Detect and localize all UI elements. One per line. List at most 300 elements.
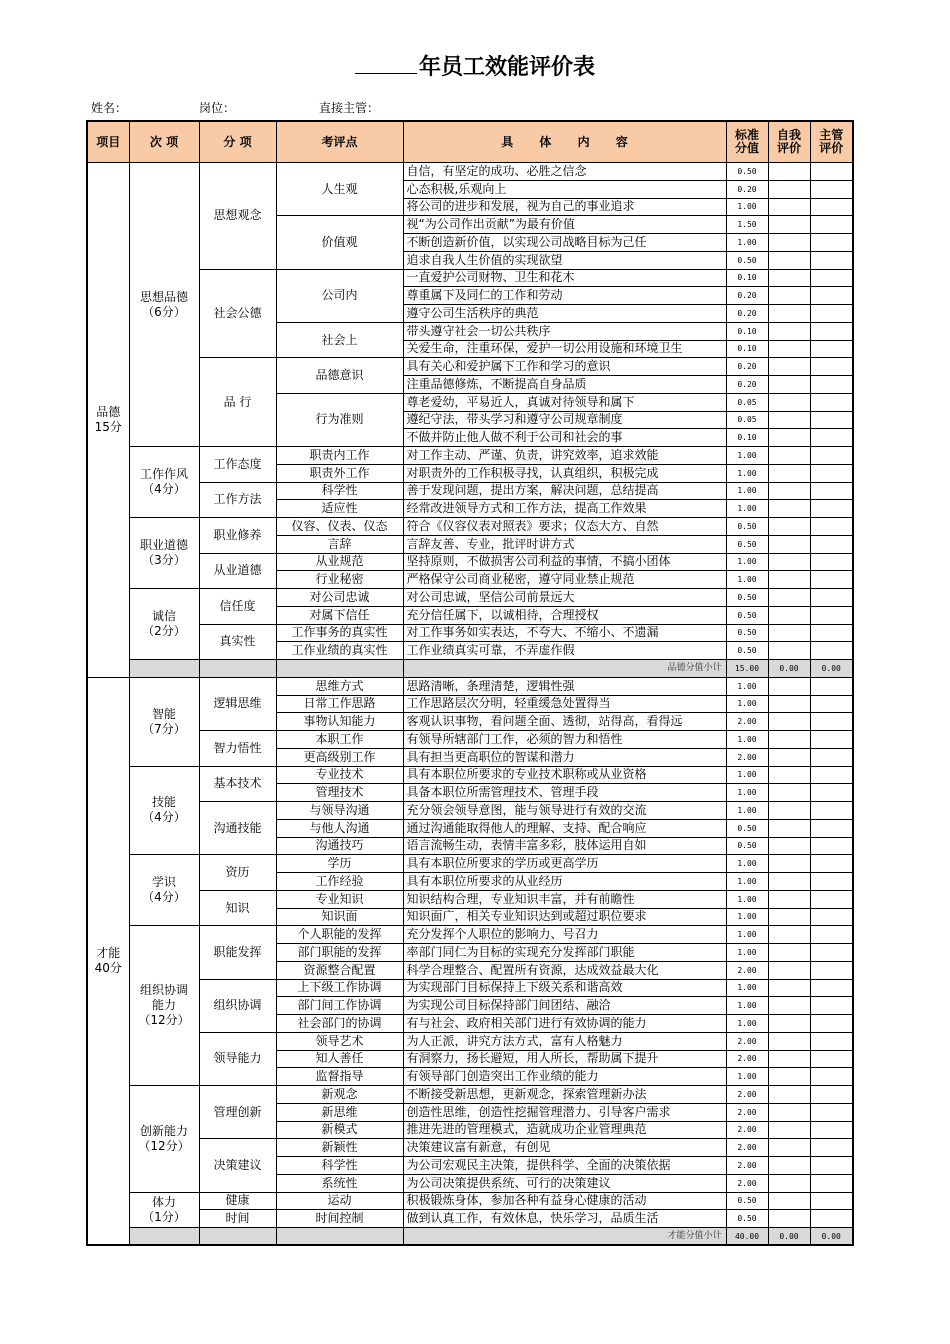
point-cell: 上下级工作协调 bbox=[276, 979, 403, 997]
manager-eval-cell[interactable] bbox=[810, 1068, 853, 1086]
self-eval-cell[interactable] bbox=[768, 855, 810, 873]
self-eval-cell[interactable] bbox=[768, 979, 810, 997]
subtotal-label: 品德分值小计 bbox=[403, 660, 726, 678]
manager-eval-cell[interactable] bbox=[810, 926, 853, 944]
table-row bbox=[87, 482, 853, 500]
category-cell: 沟通技能 bbox=[199, 802, 276, 855]
sub-item-name: 职业道德 bbox=[139, 538, 188, 552]
self-eval-cell[interactable] bbox=[768, 1050, 810, 1068]
manager-eval-cell[interactable] bbox=[810, 1210, 853, 1228]
point-cell: 行为准则 bbox=[276, 393, 403, 446]
table-row bbox=[87, 766, 853, 784]
subtotal-blank bbox=[129, 660, 199, 678]
self-eval-cell[interactable] bbox=[768, 269, 810, 287]
subtotal-blank bbox=[199, 660, 276, 678]
standard-score: 0.20 bbox=[726, 180, 768, 198]
self-eval-cell[interactable] bbox=[768, 1174, 810, 1192]
content-cell: 科学合理整合、配置所有资源，达成效益最大化 bbox=[403, 961, 726, 979]
standard-score: 2.00 bbox=[726, 1174, 768, 1192]
manager-eval-cell[interactable] bbox=[810, 358, 853, 376]
self-eval-cell[interactable] bbox=[768, 731, 810, 749]
self-eval-cell[interactable] bbox=[768, 411, 810, 429]
manager-eval-cell[interactable] bbox=[810, 1050, 853, 1068]
manager-eval-cell[interactable] bbox=[810, 269, 853, 287]
manager-eval-cell[interactable] bbox=[810, 393, 853, 411]
content-cell: 遵纪守法，带头学习和遵守公司规章制度 bbox=[403, 411, 726, 429]
standard-score: 1.00 bbox=[726, 855, 768, 873]
manager-eval-cell[interactable] bbox=[810, 163, 853, 181]
self-eval-cell[interactable] bbox=[768, 890, 810, 908]
standard-score: 1.00 bbox=[726, 766, 768, 784]
subtotal-manager: 0.00 bbox=[810, 1228, 853, 1246]
sub-item-score: （6分） bbox=[142, 304, 186, 319]
standard-score: 0.50 bbox=[726, 642, 768, 660]
manager-eval-cell[interactable] bbox=[810, 1121, 853, 1139]
self-eval-cell[interactable] bbox=[768, 926, 810, 944]
point-cell: 新颖性 bbox=[276, 1139, 403, 1157]
point-cell: 工作业绩的真实性 bbox=[276, 642, 403, 660]
standard-score: 1.50 bbox=[726, 216, 768, 234]
standard-score: 0.20 bbox=[726, 287, 768, 305]
content-cell: 尊重属下及同仁的工作和劳动 bbox=[403, 287, 726, 305]
self-eval-cell[interactable] bbox=[768, 606, 810, 624]
self-eval-cell[interactable] bbox=[768, 393, 810, 411]
point-cell: 系统性 bbox=[276, 1174, 403, 1192]
page-title bbox=[0, 50, 950, 81]
manager-eval-cell[interactable] bbox=[810, 411, 853, 429]
content-cell: 决策建议富有新意，有创见 bbox=[403, 1139, 726, 1157]
point-cell: 新观念 bbox=[276, 1086, 403, 1104]
sub-item-cell bbox=[129, 926, 199, 1086]
sub-item-name: 诚信 bbox=[151, 609, 176, 623]
manager-eval-cell[interactable] bbox=[810, 961, 853, 979]
standard-score: 1.00 bbox=[726, 731, 768, 749]
table-body bbox=[87, 163, 853, 1246]
sub-item-score: （1分） bbox=[142, 1209, 186, 1224]
self-eval-cell[interactable] bbox=[768, 180, 810, 198]
self-eval-cell[interactable] bbox=[768, 819, 810, 837]
standard-score: 1.00 bbox=[726, 234, 768, 252]
point-cell: 公司内 bbox=[276, 269, 403, 322]
point-cell: 行业秘密 bbox=[276, 571, 403, 589]
col-content: 具 体 内 容 bbox=[403, 121, 726, 163]
manager-eval-cell[interactable] bbox=[810, 802, 853, 820]
self-eval-cell[interactable] bbox=[768, 1157, 810, 1175]
manager-eval-cell[interactable] bbox=[810, 535, 853, 553]
self-eval-cell[interactable] bbox=[768, 305, 810, 323]
point-cell: 品德意识 bbox=[276, 358, 403, 394]
manager-eval-cell[interactable] bbox=[810, 695, 853, 713]
point-cell: 社会上 bbox=[276, 322, 403, 358]
sub-item-name: 学识 bbox=[151, 875, 176, 890]
sub-item-score: （2分） bbox=[142, 624, 186, 638]
content-cell: 遵守公司生活秩序的典范 bbox=[403, 305, 726, 323]
standard-score: 1.00 bbox=[726, 979, 768, 997]
content-cell: 充分信任属下，以诚相待，合理授权 bbox=[403, 606, 726, 624]
category-cell: 基本技术 bbox=[199, 766, 276, 802]
content-cell: 有领导部门创造突出工作业绩的能力 bbox=[403, 1068, 726, 1086]
self-eval-cell[interactable] bbox=[768, 464, 810, 482]
subtotal-label: 才能分值小计 bbox=[403, 1228, 726, 1246]
subtotal-blank bbox=[199, 1228, 276, 1246]
manager-eval-cell[interactable] bbox=[810, 606, 853, 624]
manager-eval-cell[interactable] bbox=[810, 305, 853, 323]
self-eval-cell[interactable] bbox=[768, 234, 810, 252]
self-eval-cell[interactable] bbox=[768, 695, 810, 713]
self-eval-cell[interactable] bbox=[768, 1068, 810, 1086]
standard-score: 0.50 bbox=[726, 535, 768, 553]
point-cell: 与他人沟通 bbox=[276, 819, 403, 837]
point-cell: 适应性 bbox=[276, 500, 403, 518]
table-row bbox=[87, 553, 853, 571]
self-eval-cell[interactable] bbox=[768, 677, 810, 695]
standard-score: 2.00 bbox=[726, 1086, 768, 1104]
table-row bbox=[87, 589, 853, 607]
sub-item-cell bbox=[129, 447, 199, 518]
manager-eval-cell[interactable] bbox=[810, 482, 853, 500]
point-cell: 个人职能的发挥 bbox=[276, 926, 403, 944]
section-name: 品德 bbox=[96, 404, 121, 419]
point-cell: 对属下信任 bbox=[276, 606, 403, 624]
self-eval-cell[interactable] bbox=[768, 1121, 810, 1139]
point-cell: 事物认知能力 bbox=[276, 713, 403, 731]
manager-eval-cell[interactable] bbox=[810, 234, 853, 252]
manager-eval-cell[interactable] bbox=[810, 571, 853, 589]
standard-score: 1.00 bbox=[726, 198, 768, 216]
self-eval-cell[interactable] bbox=[768, 837, 810, 855]
manager-eval-cell[interactable] bbox=[810, 642, 853, 660]
category-cell: 时间 bbox=[199, 1210, 276, 1228]
sub-item-name: 创新能力 bbox=[139, 1123, 188, 1138]
self-eval-cell[interactable] bbox=[768, 429, 810, 447]
standard-score: 0.50 bbox=[726, 606, 768, 624]
self-eval-cell[interactable] bbox=[768, 713, 810, 731]
manager-eval-cell[interactable] bbox=[810, 1139, 853, 1157]
self-eval-cell[interactable] bbox=[768, 784, 810, 802]
manager-eval-cell[interactable] bbox=[810, 180, 853, 198]
category-cell: 思想观念 bbox=[199, 163, 276, 270]
self-eval-cell[interactable] bbox=[768, 500, 810, 518]
content-cell: 对工作主动、严谨、负责，讲究效率，追求效能 bbox=[403, 447, 726, 465]
category-cell: 从业道德 bbox=[199, 553, 276, 589]
content-cell: 注重品德修炼，不断提高自身品质 bbox=[403, 376, 726, 394]
col-point: 考评点 bbox=[276, 121, 403, 163]
table-row bbox=[87, 518, 853, 536]
section-score: 15分 bbox=[94, 419, 122, 434]
self-eval-cell[interactable] bbox=[768, 571, 810, 589]
standard-score: 2.00 bbox=[726, 1121, 768, 1139]
sub-item-cell bbox=[129, 855, 199, 926]
content-cell: 不做并防止他人做不利于公司和社会的事 bbox=[403, 429, 726, 447]
manager-eval-cell[interactable] bbox=[810, 837, 853, 855]
manager-eval-cell[interactable] bbox=[810, 1015, 853, 1033]
self-eval-cell[interactable] bbox=[768, 908, 810, 926]
content-cell: 心态积极,乐观向上 bbox=[403, 180, 726, 198]
standard-score: 0.20 bbox=[726, 376, 768, 394]
point-cell: 仪容、仪表、仪态 bbox=[276, 518, 403, 536]
manager-eval-cell[interactable] bbox=[810, 873, 853, 891]
manager-eval-cell[interactable] bbox=[810, 518, 853, 536]
content-cell: 具有本职位所要求的专业技术职称或从业资格 bbox=[403, 766, 726, 784]
col-project: 项目 bbox=[87, 121, 129, 163]
self-eval-cell[interactable] bbox=[768, 1192, 810, 1210]
table-row bbox=[87, 731, 853, 749]
standard-score: 2.00 bbox=[726, 713, 768, 731]
sub-item-score: （12分） bbox=[138, 1138, 190, 1153]
point-cell: 新模式 bbox=[276, 1121, 403, 1139]
point-cell: 科学性 bbox=[276, 482, 403, 500]
manager-eval-cell[interactable] bbox=[810, 376, 853, 394]
year-blank[interactable] bbox=[355, 53, 417, 74]
subtotal-standard: 40.00 bbox=[726, 1228, 768, 1246]
standard-score: 1.00 bbox=[726, 926, 768, 944]
standard-score: 1.00 bbox=[726, 482, 768, 500]
manager-eval-cell[interactable] bbox=[810, 766, 853, 784]
sub-item-cell bbox=[129, 163, 199, 447]
self-eval-cell[interactable] bbox=[768, 482, 810, 500]
point-cell: 部门间工作协调 bbox=[276, 997, 403, 1015]
standard-score: 0.50 bbox=[726, 251, 768, 269]
standard-score: 1.00 bbox=[726, 890, 768, 908]
standard-score: 0.50 bbox=[726, 518, 768, 536]
manager-eval-cell[interactable] bbox=[810, 1032, 853, 1050]
category-cell: 健康 bbox=[199, 1192, 276, 1210]
manager-eval-cell[interactable] bbox=[810, 819, 853, 837]
point-cell: 管理技术 bbox=[276, 784, 403, 802]
manager-eval-cell[interactable] bbox=[810, 287, 853, 305]
subtotal-blank bbox=[276, 1228, 403, 1246]
subtotal-row bbox=[87, 1228, 853, 1246]
content-cell: 带头遵守社会一切公共秩序 bbox=[403, 322, 726, 340]
standard-score: 0.50 bbox=[726, 819, 768, 837]
content-cell: 关爱生命，注重环保，爱护一切公用设施和环境卫生 bbox=[403, 340, 726, 358]
point-cell: 监督指导 bbox=[276, 1068, 403, 1086]
table-row bbox=[87, 1210, 853, 1228]
manager-eval-cell[interactable] bbox=[810, 997, 853, 1015]
self-eval-cell[interactable] bbox=[768, 518, 810, 536]
manager-eval-cell[interactable] bbox=[810, 624, 853, 642]
self-eval-cell[interactable] bbox=[768, 997, 810, 1015]
standard-score: 1.00 bbox=[726, 571, 768, 589]
manager-eval-cell[interactable] bbox=[810, 198, 853, 216]
point-cell: 职责外工作 bbox=[276, 464, 403, 482]
subtotal-self: 0.00 bbox=[768, 660, 810, 678]
manager-eval-cell[interactable] bbox=[810, 890, 853, 908]
table-row bbox=[87, 890, 853, 908]
standard-score: 1.00 bbox=[726, 553, 768, 571]
self-eval-cell[interactable] bbox=[768, 198, 810, 216]
content-cell: 具备本职位所需管理技术、管理手段 bbox=[403, 784, 726, 802]
self-eval-cell[interactable] bbox=[768, 873, 810, 891]
self-eval-cell[interactable] bbox=[768, 802, 810, 820]
point-cell: 学历 bbox=[276, 855, 403, 873]
content-cell: 视“为公司作出贡献”为最有价值 bbox=[403, 216, 726, 234]
point-cell: 思维方式 bbox=[276, 677, 403, 695]
point-cell: 工作事务的真实性 bbox=[276, 624, 403, 642]
self-eval-cell[interactable] bbox=[768, 376, 810, 394]
standard-score: 1.00 bbox=[726, 908, 768, 926]
standard-score: 1.00 bbox=[726, 784, 768, 802]
table-row bbox=[87, 269, 853, 287]
content-cell: 不断接受新思想，更新观念，探索管理新办法 bbox=[403, 1086, 726, 1104]
manager-eval-cell[interactable] bbox=[810, 713, 853, 731]
manager-eval-cell[interactable] bbox=[810, 748, 853, 766]
manager-eval-cell[interactable] bbox=[810, 322, 853, 340]
manager-eval-cell[interactable] bbox=[810, 500, 853, 518]
manager-eval-cell[interactable] bbox=[810, 944, 853, 962]
sub-item-score: （12分） bbox=[138, 1013, 190, 1028]
col-cat: 分 项 bbox=[199, 121, 276, 163]
self-eval-cell[interactable] bbox=[768, 961, 810, 979]
point-cell: 领导艺术 bbox=[276, 1032, 403, 1050]
self-eval-cell[interactable] bbox=[768, 216, 810, 234]
content-cell: 知识面广，相关专业知识达到或超过职位要求 bbox=[403, 908, 726, 926]
content-cell: 思路清晰，条理清楚，逻辑性强 bbox=[403, 677, 726, 695]
sub-item-name: 组织协调 bbox=[139, 983, 188, 998]
manager-eval-cell[interactable] bbox=[810, 464, 853, 482]
table-row bbox=[87, 1086, 853, 1104]
self-eval-cell[interactable] bbox=[768, 287, 810, 305]
manager-eval-cell[interactable] bbox=[810, 447, 853, 465]
self-eval-cell[interactable] bbox=[768, 766, 810, 784]
col-mgr: 主管 评价 bbox=[810, 121, 853, 163]
content-cell: 对公司忠诚，坚信公司前景远大 bbox=[403, 589, 726, 607]
content-cell: 知识结构合理，专业知识丰富，并有前瞻性 bbox=[403, 890, 726, 908]
self-eval-cell[interactable] bbox=[768, 535, 810, 553]
table-row bbox=[87, 855, 853, 873]
category-cell: 组织协调 bbox=[199, 979, 276, 1032]
self-eval-cell[interactable] bbox=[768, 748, 810, 766]
self-eval-cell[interactable] bbox=[768, 589, 810, 607]
self-eval-cell[interactable] bbox=[768, 1103, 810, 1121]
content-cell: 工作业绩真实可靠，不弄虚作假 bbox=[403, 642, 726, 660]
self-eval-cell[interactable] bbox=[768, 163, 810, 181]
subtotal-blank bbox=[129, 1228, 199, 1246]
self-eval-cell[interactable] bbox=[768, 322, 810, 340]
self-eval-cell[interactable] bbox=[768, 1032, 810, 1050]
self-eval-cell[interactable] bbox=[768, 251, 810, 269]
point-cell: 科学性 bbox=[276, 1157, 403, 1175]
self-eval-cell[interactable] bbox=[768, 1086, 810, 1104]
category-cell: 逻辑思维 bbox=[199, 677, 276, 730]
manager-eval-cell[interactable] bbox=[810, 589, 853, 607]
manager-eval-cell[interactable] bbox=[810, 340, 853, 358]
manager-eval-cell[interactable] bbox=[810, 784, 853, 802]
category-cell: 品 行 bbox=[199, 358, 276, 447]
manager-eval-cell[interactable] bbox=[810, 251, 853, 269]
subtotal-self: 0.00 bbox=[768, 1228, 810, 1246]
standard-score: 0.50 bbox=[726, 589, 768, 607]
sub-item-score: （4分） bbox=[142, 810, 186, 825]
category-cell: 领导能力 bbox=[199, 1032, 276, 1085]
self-eval-cell[interactable] bbox=[768, 1210, 810, 1228]
manager-eval-cell[interactable] bbox=[810, 1174, 853, 1192]
sub-item-cell bbox=[129, 518, 199, 589]
table-row bbox=[87, 624, 853, 642]
self-eval-cell[interactable] bbox=[768, 447, 810, 465]
content-cell: 通过沟通能取得他人的理解、支持、配合响应 bbox=[403, 819, 726, 837]
content-cell: 为人正派，讲究方法方式，富有人格魅力 bbox=[403, 1032, 726, 1050]
manager-eval-cell[interactable] bbox=[810, 553, 853, 571]
standard-score: 2.00 bbox=[726, 1032, 768, 1050]
point-cell: 本职工作 bbox=[276, 731, 403, 749]
category-cell: 智力悟性 bbox=[199, 731, 276, 767]
sub-item-cell bbox=[129, 766, 199, 855]
point-cell: 专业知识 bbox=[276, 890, 403, 908]
content-cell: 客观认识事物，看问题全面、透彻，站得高，看得远 bbox=[403, 713, 726, 731]
table-row bbox=[87, 1032, 853, 1050]
table-header bbox=[87, 121, 853, 163]
manager-eval-cell[interactable] bbox=[810, 979, 853, 997]
content-cell: 做到认真工作，有效休息，快乐学习，品质生活 bbox=[403, 1210, 726, 1228]
self-eval-cell[interactable] bbox=[768, 358, 810, 376]
point-cell: 与领导沟通 bbox=[276, 802, 403, 820]
manager-eval-cell[interactable] bbox=[810, 216, 853, 234]
sub-item-name: 体力 bbox=[151, 1194, 176, 1209]
point-cell: 资源整合配置 bbox=[276, 961, 403, 979]
sub-item-cell bbox=[129, 1192, 199, 1228]
section-cell bbox=[87, 677, 129, 1245]
point-cell: 日常工作思路 bbox=[276, 695, 403, 713]
standard-score: 1.00 bbox=[726, 873, 768, 891]
manager-eval-cell[interactable] bbox=[810, 1086, 853, 1104]
content-cell: 有洞察力，扬长避短，用人所长，帮助属下提升 bbox=[403, 1050, 726, 1068]
sub-item-score: （3分） bbox=[142, 553, 186, 567]
manager-eval-cell[interactable] bbox=[810, 429, 853, 447]
col-std: 标准 分值 bbox=[726, 121, 768, 163]
self-eval-cell[interactable] bbox=[768, 553, 810, 571]
manager-eval-cell[interactable] bbox=[810, 908, 853, 926]
point-cell: 职责内工作 bbox=[276, 447, 403, 465]
self-eval-cell[interactable] bbox=[768, 624, 810, 642]
self-eval-cell[interactable] bbox=[768, 642, 810, 660]
standard-score: 0.50 bbox=[726, 1210, 768, 1228]
table-row bbox=[87, 1192, 853, 1210]
manager-eval-cell[interactable] bbox=[810, 731, 853, 749]
content-cell: 积极锻炼身体，参加各种有益身心健康的活动 bbox=[403, 1192, 726, 1210]
standard-score: 1.00 bbox=[726, 677, 768, 695]
point-cell: 从业规范 bbox=[276, 553, 403, 571]
self-eval-cell[interactable] bbox=[768, 1139, 810, 1157]
content-cell: 率部门同仁为目标的实现充分发挥部门职能 bbox=[403, 944, 726, 962]
standard-score: 1.00 bbox=[726, 1015, 768, 1033]
self-eval-cell[interactable] bbox=[768, 944, 810, 962]
standard-score: 1.00 bbox=[726, 447, 768, 465]
category-cell: 社会公德 bbox=[199, 269, 276, 358]
point-cell: 专业技术 bbox=[276, 766, 403, 784]
self-eval-cell[interactable] bbox=[768, 340, 810, 358]
manager-eval-cell[interactable] bbox=[810, 677, 853, 695]
content-cell: 充分领会领导意图，能与领导进行有效的交流 bbox=[403, 802, 726, 820]
manager-eval-cell[interactable] bbox=[810, 1157, 853, 1175]
point-cell: 工作经验 bbox=[276, 873, 403, 891]
standard-score: 0.20 bbox=[726, 358, 768, 376]
point-cell: 部门职能的发挥 bbox=[276, 944, 403, 962]
content-cell: 为公司决策提供系统、可行的决策建议 bbox=[403, 1174, 726, 1192]
point-cell: 对公司忠诚 bbox=[276, 589, 403, 607]
standard-score: 1.00 bbox=[726, 802, 768, 820]
standard-score: 0.20 bbox=[726, 305, 768, 323]
manager-eval-cell[interactable] bbox=[810, 1103, 853, 1121]
manager-eval-cell[interactable] bbox=[810, 855, 853, 873]
manager-eval-cell[interactable] bbox=[810, 1192, 853, 1210]
self-eval-cell[interactable] bbox=[768, 1015, 810, 1033]
sub-item-name: 思想品德 bbox=[139, 289, 188, 304]
sub-item-name: 能力 bbox=[151, 998, 176, 1013]
sub-item-score: （4分） bbox=[142, 890, 186, 905]
category-cell: 工作态度 bbox=[199, 447, 276, 483]
evaluation-table bbox=[86, 120, 854, 1246]
